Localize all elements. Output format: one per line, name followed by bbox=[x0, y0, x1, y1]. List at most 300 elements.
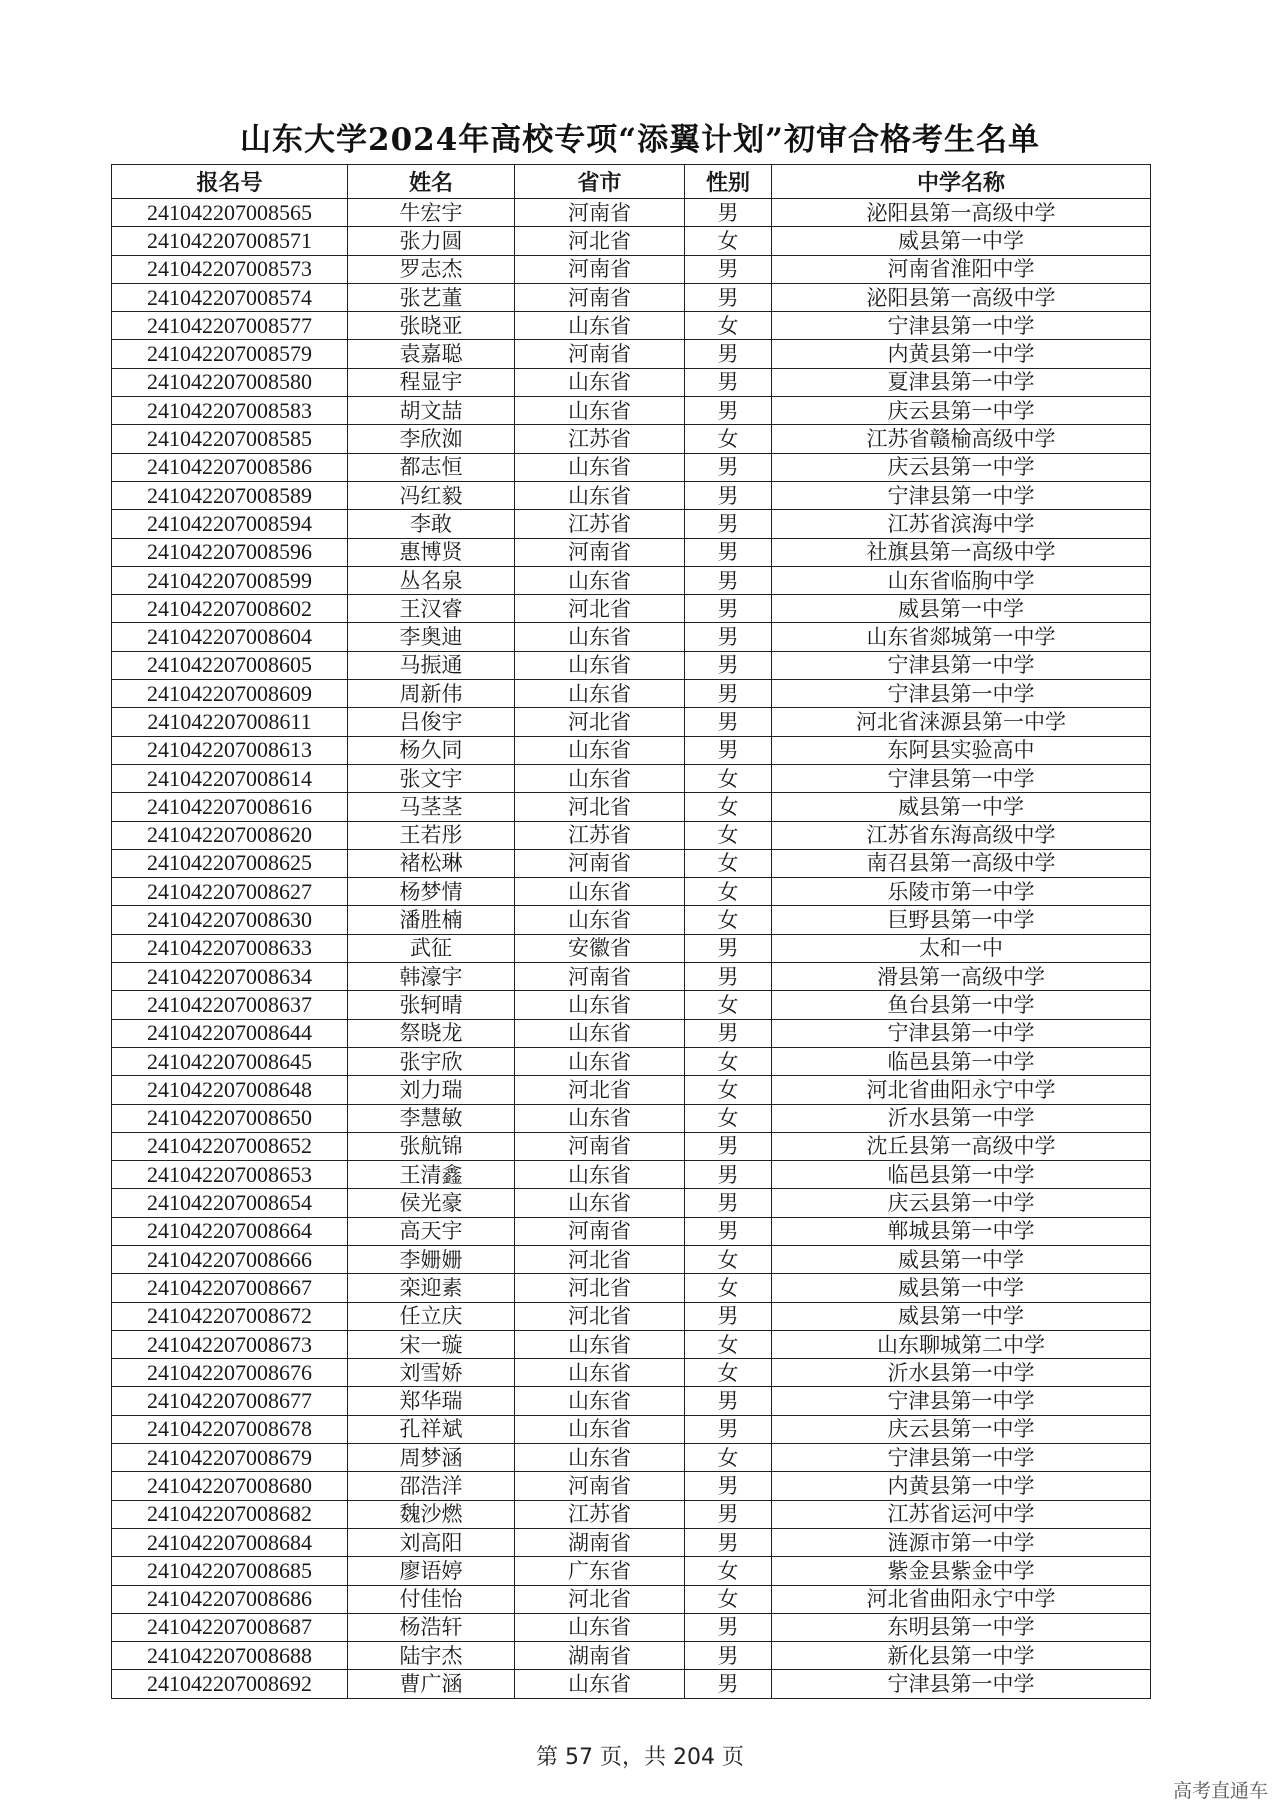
school-cell: 新化县第一中学 bbox=[772, 1642, 1151, 1670]
school-cell: 内黄县第一中学 bbox=[772, 1472, 1151, 1500]
gender-cell: 男 bbox=[685, 368, 772, 396]
name-cell: 潘胜楠 bbox=[348, 906, 515, 934]
province-cell: 山东省 bbox=[515, 680, 685, 708]
province-cell: 河南省 bbox=[515, 538, 685, 566]
registration-no-cell: 241042207008599 bbox=[112, 566, 348, 594]
school-cell: 江苏省运河中学 bbox=[772, 1500, 1151, 1528]
name-cell: 刘雪娇 bbox=[348, 1359, 515, 1387]
registration-no-cell: 241042207008627 bbox=[112, 878, 348, 906]
school-cell: 沂水县第一中学 bbox=[772, 1104, 1151, 1132]
table-row bbox=[112, 425, 1151, 453]
registration-no-cell: 241042207008620 bbox=[112, 821, 348, 849]
table-row bbox=[112, 1274, 1151, 1302]
table-row bbox=[112, 1415, 1151, 1443]
gender-cell: 男 bbox=[685, 1670, 772, 1698]
table-row bbox=[112, 595, 1151, 623]
page-number: 第 57 页，共 204 页 bbox=[536, 1745, 744, 1770]
table-row bbox=[112, 1444, 1151, 1472]
school-cell: 江苏省滨海中学 bbox=[772, 510, 1151, 538]
registration-no-cell: 241042207008677 bbox=[112, 1387, 348, 1415]
registration-no-cell: 241042207008630 bbox=[112, 906, 348, 934]
province-cell: 山东省 bbox=[515, 1359, 685, 1387]
gender-cell: 女 bbox=[685, 1557, 772, 1585]
school-cell: 威县第一中学 bbox=[772, 1245, 1151, 1273]
column-header-gender: 性别 bbox=[685, 165, 772, 199]
province-cell: 山东省 bbox=[515, 906, 685, 934]
name-cell: 张力圆 bbox=[348, 227, 515, 255]
province-cell: 山东省 bbox=[515, 1613, 685, 1641]
gender-cell: 男 bbox=[685, 1302, 772, 1330]
registration-no-cell: 241042207008633 bbox=[112, 934, 348, 962]
school-cell: 宁津县第一中学 bbox=[772, 1444, 1151, 1472]
name-cell: 邵浩洋 bbox=[348, 1472, 515, 1500]
name-cell: 孔祥斌 bbox=[348, 1415, 515, 1443]
school-cell: 宁津县第一中学 bbox=[772, 651, 1151, 679]
province-cell: 江苏省 bbox=[515, 1500, 685, 1528]
school-cell: 南召县第一高级中学 bbox=[772, 849, 1151, 877]
name-cell: 李奥迪 bbox=[348, 623, 515, 651]
table-body bbox=[112, 199, 1151, 1699]
registration-no-cell: 241042207008625 bbox=[112, 849, 348, 877]
province-cell: 山东省 bbox=[515, 1330, 685, 1358]
province-cell: 河北省 bbox=[515, 708, 685, 736]
province-cell: 河北省 bbox=[515, 1274, 685, 1302]
school-cell: 乐陵市第一中学 bbox=[772, 878, 1151, 906]
name-cell: 张文宇 bbox=[348, 764, 515, 792]
province-cell: 河南省 bbox=[515, 255, 685, 283]
province-cell: 安徽省 bbox=[515, 934, 685, 962]
gender-cell: 男 bbox=[685, 623, 772, 651]
school-cell: 威县第一中学 bbox=[772, 595, 1151, 623]
table-row bbox=[112, 1387, 1151, 1415]
gender-cell: 女 bbox=[685, 906, 772, 934]
province-cell: 河北省 bbox=[515, 1585, 685, 1613]
province-cell: 河南省 bbox=[515, 1472, 685, 1500]
table-row bbox=[112, 481, 1151, 509]
gender-cell: 男 bbox=[685, 481, 772, 509]
school-cell: 庆云县第一中学 bbox=[772, 453, 1151, 481]
table-row bbox=[112, 453, 1151, 481]
school-cell: 临邑县第一中学 bbox=[772, 1047, 1151, 1075]
gender-cell: 男 bbox=[685, 510, 772, 538]
name-cell: 牛宏宇 bbox=[348, 199, 515, 227]
name-cell: 都志恒 bbox=[348, 453, 515, 481]
table-row bbox=[112, 736, 1151, 764]
school-cell: 内黄县第一中学 bbox=[772, 340, 1151, 368]
candidate-table bbox=[111, 164, 1151, 1699]
name-cell: 周新伟 bbox=[348, 680, 515, 708]
gender-cell: 女 bbox=[685, 312, 772, 340]
name-cell: 祭晓龙 bbox=[348, 1019, 515, 1047]
school-cell: 威县第一中学 bbox=[772, 793, 1151, 821]
gender-cell: 女 bbox=[685, 1585, 772, 1613]
gender-cell: 男 bbox=[685, 453, 772, 481]
registration-no-cell: 241042207008594 bbox=[112, 510, 348, 538]
table-row bbox=[112, 1047, 1151, 1075]
registration-no-cell: 241042207008574 bbox=[112, 283, 348, 311]
gender-cell: 男 bbox=[685, 340, 772, 368]
school-cell: 宁津县第一中学 bbox=[772, 1387, 1151, 1415]
gender-cell: 男 bbox=[685, 1132, 772, 1160]
school-cell: 宁津县第一中学 bbox=[772, 1019, 1151, 1047]
province-cell: 山东省 bbox=[515, 764, 685, 792]
gender-cell: 男 bbox=[685, 1613, 772, 1641]
province-cell: 山东省 bbox=[515, 1161, 685, 1189]
gender-cell: 男 bbox=[685, 1189, 772, 1217]
province-cell: 河北省 bbox=[515, 595, 685, 623]
province-cell: 山东省 bbox=[515, 1444, 685, 1472]
gender-cell: 男 bbox=[685, 1161, 772, 1189]
province-cell: 河南省 bbox=[515, 1132, 685, 1160]
table-row bbox=[112, 1585, 1151, 1613]
column-header-school: 中学名称 bbox=[772, 165, 1151, 199]
gender-cell: 女 bbox=[685, 991, 772, 1019]
province-cell: 河南省 bbox=[515, 849, 685, 877]
name-cell: 任立庆 bbox=[348, 1302, 515, 1330]
registration-no-cell: 241042207008666 bbox=[112, 1245, 348, 1273]
name-cell: 张晓亚 bbox=[348, 312, 515, 340]
registration-no-cell: 241042207008604 bbox=[112, 623, 348, 651]
gender-cell: 女 bbox=[685, 878, 772, 906]
table-row bbox=[112, 1019, 1151, 1047]
name-cell: 王清鑫 bbox=[348, 1161, 515, 1189]
registration-no-cell: 241042207008680 bbox=[112, 1472, 348, 1500]
school-cell: 郸城县第一中学 bbox=[772, 1217, 1151, 1245]
school-cell: 庆云县第一中学 bbox=[772, 1189, 1151, 1217]
table-row bbox=[112, 934, 1151, 962]
registration-no-cell: 241042207008589 bbox=[112, 481, 348, 509]
column-header-province: 省市 bbox=[515, 165, 685, 199]
name-cell: 罗志杰 bbox=[348, 255, 515, 283]
school-cell: 河北省曲阳永宁中学 bbox=[772, 1076, 1151, 1104]
gender-cell: 男 bbox=[685, 1500, 772, 1528]
name-cell: 李慧敏 bbox=[348, 1104, 515, 1132]
school-cell: 河北省曲阳永宁中学 bbox=[772, 1585, 1151, 1613]
name-cell: 李敢 bbox=[348, 510, 515, 538]
registration-no-cell: 241042207008583 bbox=[112, 397, 348, 425]
table-header-row bbox=[112, 165, 1151, 199]
name-cell: 李欣洳 bbox=[348, 425, 515, 453]
province-cell: 山东省 bbox=[515, 1415, 685, 1443]
registration-no-cell: 241042207008686 bbox=[112, 1585, 348, 1613]
table-row bbox=[112, 878, 1151, 906]
gender-cell: 男 bbox=[685, 1472, 772, 1500]
gender-cell: 女 bbox=[685, 1444, 772, 1472]
name-cell: 侯光豪 bbox=[348, 1189, 515, 1217]
province-cell: 河北省 bbox=[515, 1302, 685, 1330]
registration-no-cell: 241042207008664 bbox=[112, 1217, 348, 1245]
province-cell: 山东省 bbox=[515, 1019, 685, 1047]
table-row bbox=[112, 1132, 1151, 1160]
gender-cell: 男 bbox=[685, 1217, 772, 1245]
province-cell: 山东省 bbox=[515, 1047, 685, 1075]
school-cell: 宁津县第一中学 bbox=[772, 481, 1151, 509]
province-cell: 山东省 bbox=[515, 312, 685, 340]
table-row bbox=[112, 368, 1151, 396]
gender-cell: 女 bbox=[685, 849, 772, 877]
table-row bbox=[112, 199, 1151, 227]
name-cell: 丛名泉 bbox=[348, 566, 515, 594]
name-cell: 惠博贤 bbox=[348, 538, 515, 566]
name-cell: 王若彤 bbox=[348, 821, 515, 849]
table-row bbox=[112, 1472, 1151, 1500]
table-row bbox=[112, 1217, 1151, 1245]
registration-no-cell: 241042207008609 bbox=[112, 680, 348, 708]
province-cell: 山东省 bbox=[515, 878, 685, 906]
name-cell: 杨久同 bbox=[348, 736, 515, 764]
name-cell: 杨浩轩 bbox=[348, 1613, 515, 1641]
registration-no-cell: 241042207008673 bbox=[112, 1330, 348, 1358]
table-row bbox=[112, 1330, 1151, 1358]
school-cell: 沈丘县第一高级中学 bbox=[772, 1132, 1151, 1160]
name-cell: 刘力瑞 bbox=[348, 1076, 515, 1104]
registration-no-cell: 241042207008687 bbox=[112, 1613, 348, 1641]
province-cell: 山东省 bbox=[515, 736, 685, 764]
table-row bbox=[112, 566, 1151, 594]
school-cell: 威县第一中学 bbox=[772, 227, 1151, 255]
school-cell: 紫金县紫金中学 bbox=[772, 1557, 1151, 1585]
province-cell: 广东省 bbox=[515, 1557, 685, 1585]
name-cell: 王汉睿 bbox=[348, 595, 515, 623]
registration-no-cell: 241042207008605 bbox=[112, 651, 348, 679]
name-cell: 袁嘉聪 bbox=[348, 340, 515, 368]
gender-cell: 女 bbox=[685, 1359, 772, 1387]
table-row bbox=[112, 793, 1151, 821]
school-cell: 东阿县实验高中 bbox=[772, 736, 1151, 764]
province-cell: 河北省 bbox=[515, 793, 685, 821]
registration-no-cell: 241042207008667 bbox=[112, 1274, 348, 1302]
province-cell: 湖南省 bbox=[515, 1642, 685, 1670]
school-cell: 沂水县第一中学 bbox=[772, 1359, 1151, 1387]
gender-cell: 男 bbox=[685, 1387, 772, 1415]
gender-cell: 男 bbox=[685, 538, 772, 566]
province-cell: 山东省 bbox=[515, 991, 685, 1019]
registration-no-cell: 241042207008586 bbox=[112, 453, 348, 481]
school-cell: 泌阳县第一高级中学 bbox=[772, 283, 1151, 311]
gender-cell: 男 bbox=[685, 1019, 772, 1047]
school-cell: 宁津县第一中学 bbox=[772, 680, 1151, 708]
name-cell: 马振通 bbox=[348, 651, 515, 679]
registration-no-cell: 241042207008672 bbox=[112, 1302, 348, 1330]
gender-cell: 男 bbox=[685, 566, 772, 594]
table-row bbox=[112, 283, 1151, 311]
province-cell: 河南省 bbox=[515, 963, 685, 991]
table-row bbox=[112, 764, 1151, 792]
gender-cell: 女 bbox=[685, 425, 772, 453]
table-row bbox=[112, 1104, 1151, 1132]
registration-no-cell: 241042207008565 bbox=[112, 199, 348, 227]
table-row bbox=[112, 1359, 1151, 1387]
gender-cell: 女 bbox=[685, 1245, 772, 1273]
registration-no-cell: 241042207008676 bbox=[112, 1359, 348, 1387]
registration-no-cell: 241042207008634 bbox=[112, 963, 348, 991]
table-row bbox=[112, 963, 1151, 991]
province-cell: 江苏省 bbox=[515, 510, 685, 538]
gender-cell: 男 bbox=[685, 708, 772, 736]
name-cell: 李姗姗 bbox=[348, 1245, 515, 1273]
registration-no-cell: 241042207008602 bbox=[112, 595, 348, 623]
school-cell: 夏津县第一中学 bbox=[772, 368, 1151, 396]
name-cell: 栾迎素 bbox=[348, 1274, 515, 1302]
gender-cell: 男 bbox=[685, 1528, 772, 1556]
gender-cell: 男 bbox=[685, 595, 772, 623]
table-row bbox=[112, 906, 1151, 934]
school-cell: 宁津县第一中学 bbox=[772, 764, 1151, 792]
registration-no-cell: 241042207008577 bbox=[112, 312, 348, 340]
table-row bbox=[112, 708, 1151, 736]
column-header-name: 姓名 bbox=[348, 165, 515, 199]
province-cell: 山东省 bbox=[515, 397, 685, 425]
name-cell: 张航锦 bbox=[348, 1132, 515, 1160]
gender-cell: 男 bbox=[685, 1642, 772, 1670]
table-row bbox=[112, 1245, 1151, 1273]
table-row bbox=[112, 340, 1151, 368]
gender-cell: 男 bbox=[685, 397, 772, 425]
table-row bbox=[112, 1076, 1151, 1104]
school-cell: 山东省郯城第一中学 bbox=[772, 623, 1151, 651]
gender-cell: 女 bbox=[685, 1104, 772, 1132]
province-cell: 山东省 bbox=[515, 651, 685, 679]
gender-cell: 女 bbox=[685, 1330, 772, 1358]
school-cell: 山东聊城第二中学 bbox=[772, 1330, 1151, 1358]
school-cell: 涟源市第一中学 bbox=[772, 1528, 1151, 1556]
name-cell: 曹广涵 bbox=[348, 1670, 515, 1698]
registration-no-cell: 241042207008688 bbox=[112, 1642, 348, 1670]
school-cell: 江苏省赣榆高级中学 bbox=[772, 425, 1151, 453]
province-cell: 河北省 bbox=[515, 227, 685, 255]
province-cell: 山东省 bbox=[515, 623, 685, 651]
school-cell: 宁津县第一中学 bbox=[772, 312, 1151, 340]
registration-no-cell: 241042207008573 bbox=[112, 255, 348, 283]
province-cell: 河北省 bbox=[515, 1076, 685, 1104]
province-cell: 山东省 bbox=[515, 566, 685, 594]
registration-no-cell: 241042207008637 bbox=[112, 991, 348, 1019]
province-cell: 江苏省 bbox=[515, 821, 685, 849]
table-row bbox=[112, 1302, 1151, 1330]
watermark: 高考直通车 bbox=[1172, 1780, 1268, 1802]
school-cell: 山东省临朐中学 bbox=[772, 566, 1151, 594]
province-cell: 山东省 bbox=[515, 453, 685, 481]
province-cell: 河南省 bbox=[515, 283, 685, 311]
table-row bbox=[112, 538, 1151, 566]
school-cell: 鱼台县第一中学 bbox=[772, 991, 1151, 1019]
table-row bbox=[112, 1161, 1151, 1189]
table-row bbox=[112, 255, 1151, 283]
school-cell: 泌阳县第一高级中学 bbox=[772, 199, 1151, 227]
registration-no-cell: 241042207008684 bbox=[112, 1528, 348, 1556]
registration-no-cell: 241042207008685 bbox=[112, 1557, 348, 1585]
table-row bbox=[112, 510, 1151, 538]
table-row bbox=[112, 1642, 1151, 1670]
name-cell: 武征 bbox=[348, 934, 515, 962]
registration-no-cell: 241042207008571 bbox=[112, 227, 348, 255]
gender-cell: 女 bbox=[685, 821, 772, 849]
province-cell: 山东省 bbox=[515, 1104, 685, 1132]
gender-cell: 男 bbox=[685, 255, 772, 283]
table-row bbox=[112, 1557, 1151, 1585]
name-cell: 周梦涵 bbox=[348, 1444, 515, 1472]
table-row bbox=[112, 1189, 1151, 1217]
registration-no-cell: 241042207008654 bbox=[112, 1189, 348, 1217]
table-row bbox=[112, 1613, 1151, 1641]
name-cell: 韩濠宇 bbox=[348, 963, 515, 991]
registration-no-cell: 241042207008611 bbox=[112, 708, 348, 736]
province-cell: 河南省 bbox=[515, 1217, 685, 1245]
page-title: 山东大学2024年高校专项“添翼计划”初审合格考生名单 bbox=[240, 122, 1040, 158]
name-cell: 冯红毅 bbox=[348, 481, 515, 509]
name-cell: 程显宇 bbox=[348, 368, 515, 396]
gender-cell: 女 bbox=[685, 793, 772, 821]
province-cell: 山东省 bbox=[515, 1189, 685, 1217]
province-cell: 山东省 bbox=[515, 368, 685, 396]
column-header-registration-no: 报名号 bbox=[112, 165, 348, 199]
registration-no-cell: 241042207008692 bbox=[112, 1670, 348, 1698]
registration-no-cell: 241042207008645 bbox=[112, 1047, 348, 1075]
school-cell: 滑县第一高级中学 bbox=[772, 963, 1151, 991]
name-cell: 马茎茎 bbox=[348, 793, 515, 821]
registration-no-cell: 241042207008585 bbox=[112, 425, 348, 453]
school-cell: 庆云县第一中学 bbox=[772, 1415, 1151, 1443]
school-cell: 宁津县第一中学 bbox=[772, 1670, 1151, 1698]
registration-no-cell: 241042207008580 bbox=[112, 368, 348, 396]
name-cell: 褚松琳 bbox=[348, 849, 515, 877]
registration-no-cell: 241042207008653 bbox=[112, 1161, 348, 1189]
registration-no-cell: 241042207008650 bbox=[112, 1104, 348, 1132]
gender-cell: 男 bbox=[685, 934, 772, 962]
province-cell: 河南省 bbox=[515, 340, 685, 368]
province-cell: 山东省 bbox=[515, 481, 685, 509]
name-cell: 宋一璇 bbox=[348, 1330, 515, 1358]
table-row bbox=[112, 1500, 1151, 1528]
gender-cell: 男 bbox=[685, 963, 772, 991]
table-row bbox=[112, 1670, 1151, 1698]
table-row bbox=[112, 227, 1151, 255]
name-cell: 付佳怡 bbox=[348, 1585, 515, 1613]
province-cell: 山东省 bbox=[515, 1387, 685, 1415]
province-cell: 河北省 bbox=[515, 1245, 685, 1273]
province-cell: 湖南省 bbox=[515, 1528, 685, 1556]
registration-no-cell: 241042207008613 bbox=[112, 736, 348, 764]
province-cell: 江苏省 bbox=[515, 425, 685, 453]
table-row bbox=[112, 312, 1151, 340]
gender-cell: 男 bbox=[685, 736, 772, 764]
gender-cell: 男 bbox=[685, 680, 772, 708]
name-cell: 张艺董 bbox=[348, 283, 515, 311]
school-cell: 威县第一中学 bbox=[772, 1274, 1151, 1302]
school-cell: 巨野县第一中学 bbox=[772, 906, 1151, 934]
gender-cell: 男 bbox=[685, 283, 772, 311]
name-cell: 郑华瑞 bbox=[348, 1387, 515, 1415]
gender-cell: 女 bbox=[685, 1076, 772, 1104]
table-row bbox=[112, 849, 1151, 877]
table-row bbox=[112, 680, 1151, 708]
table-row bbox=[112, 651, 1151, 679]
gender-cell: 男 bbox=[685, 1415, 772, 1443]
name-cell: 魏沙燃 bbox=[348, 1500, 515, 1528]
school-cell: 江苏省东海高级中学 bbox=[772, 821, 1151, 849]
name-cell: 刘高阳 bbox=[348, 1528, 515, 1556]
registration-no-cell: 241042207008616 bbox=[112, 793, 348, 821]
school-cell: 河南省淮阳中学 bbox=[772, 255, 1151, 283]
gender-cell: 男 bbox=[685, 199, 772, 227]
gender-cell: 女 bbox=[685, 1047, 772, 1075]
gender-cell: 女 bbox=[685, 227, 772, 255]
table-row bbox=[112, 1528, 1151, 1556]
school-cell: 河北省涞源县第一中学 bbox=[772, 708, 1151, 736]
gender-cell: 女 bbox=[685, 764, 772, 792]
name-cell: 吕俊宇 bbox=[348, 708, 515, 736]
registration-no-cell: 241042207008682 bbox=[112, 1500, 348, 1528]
